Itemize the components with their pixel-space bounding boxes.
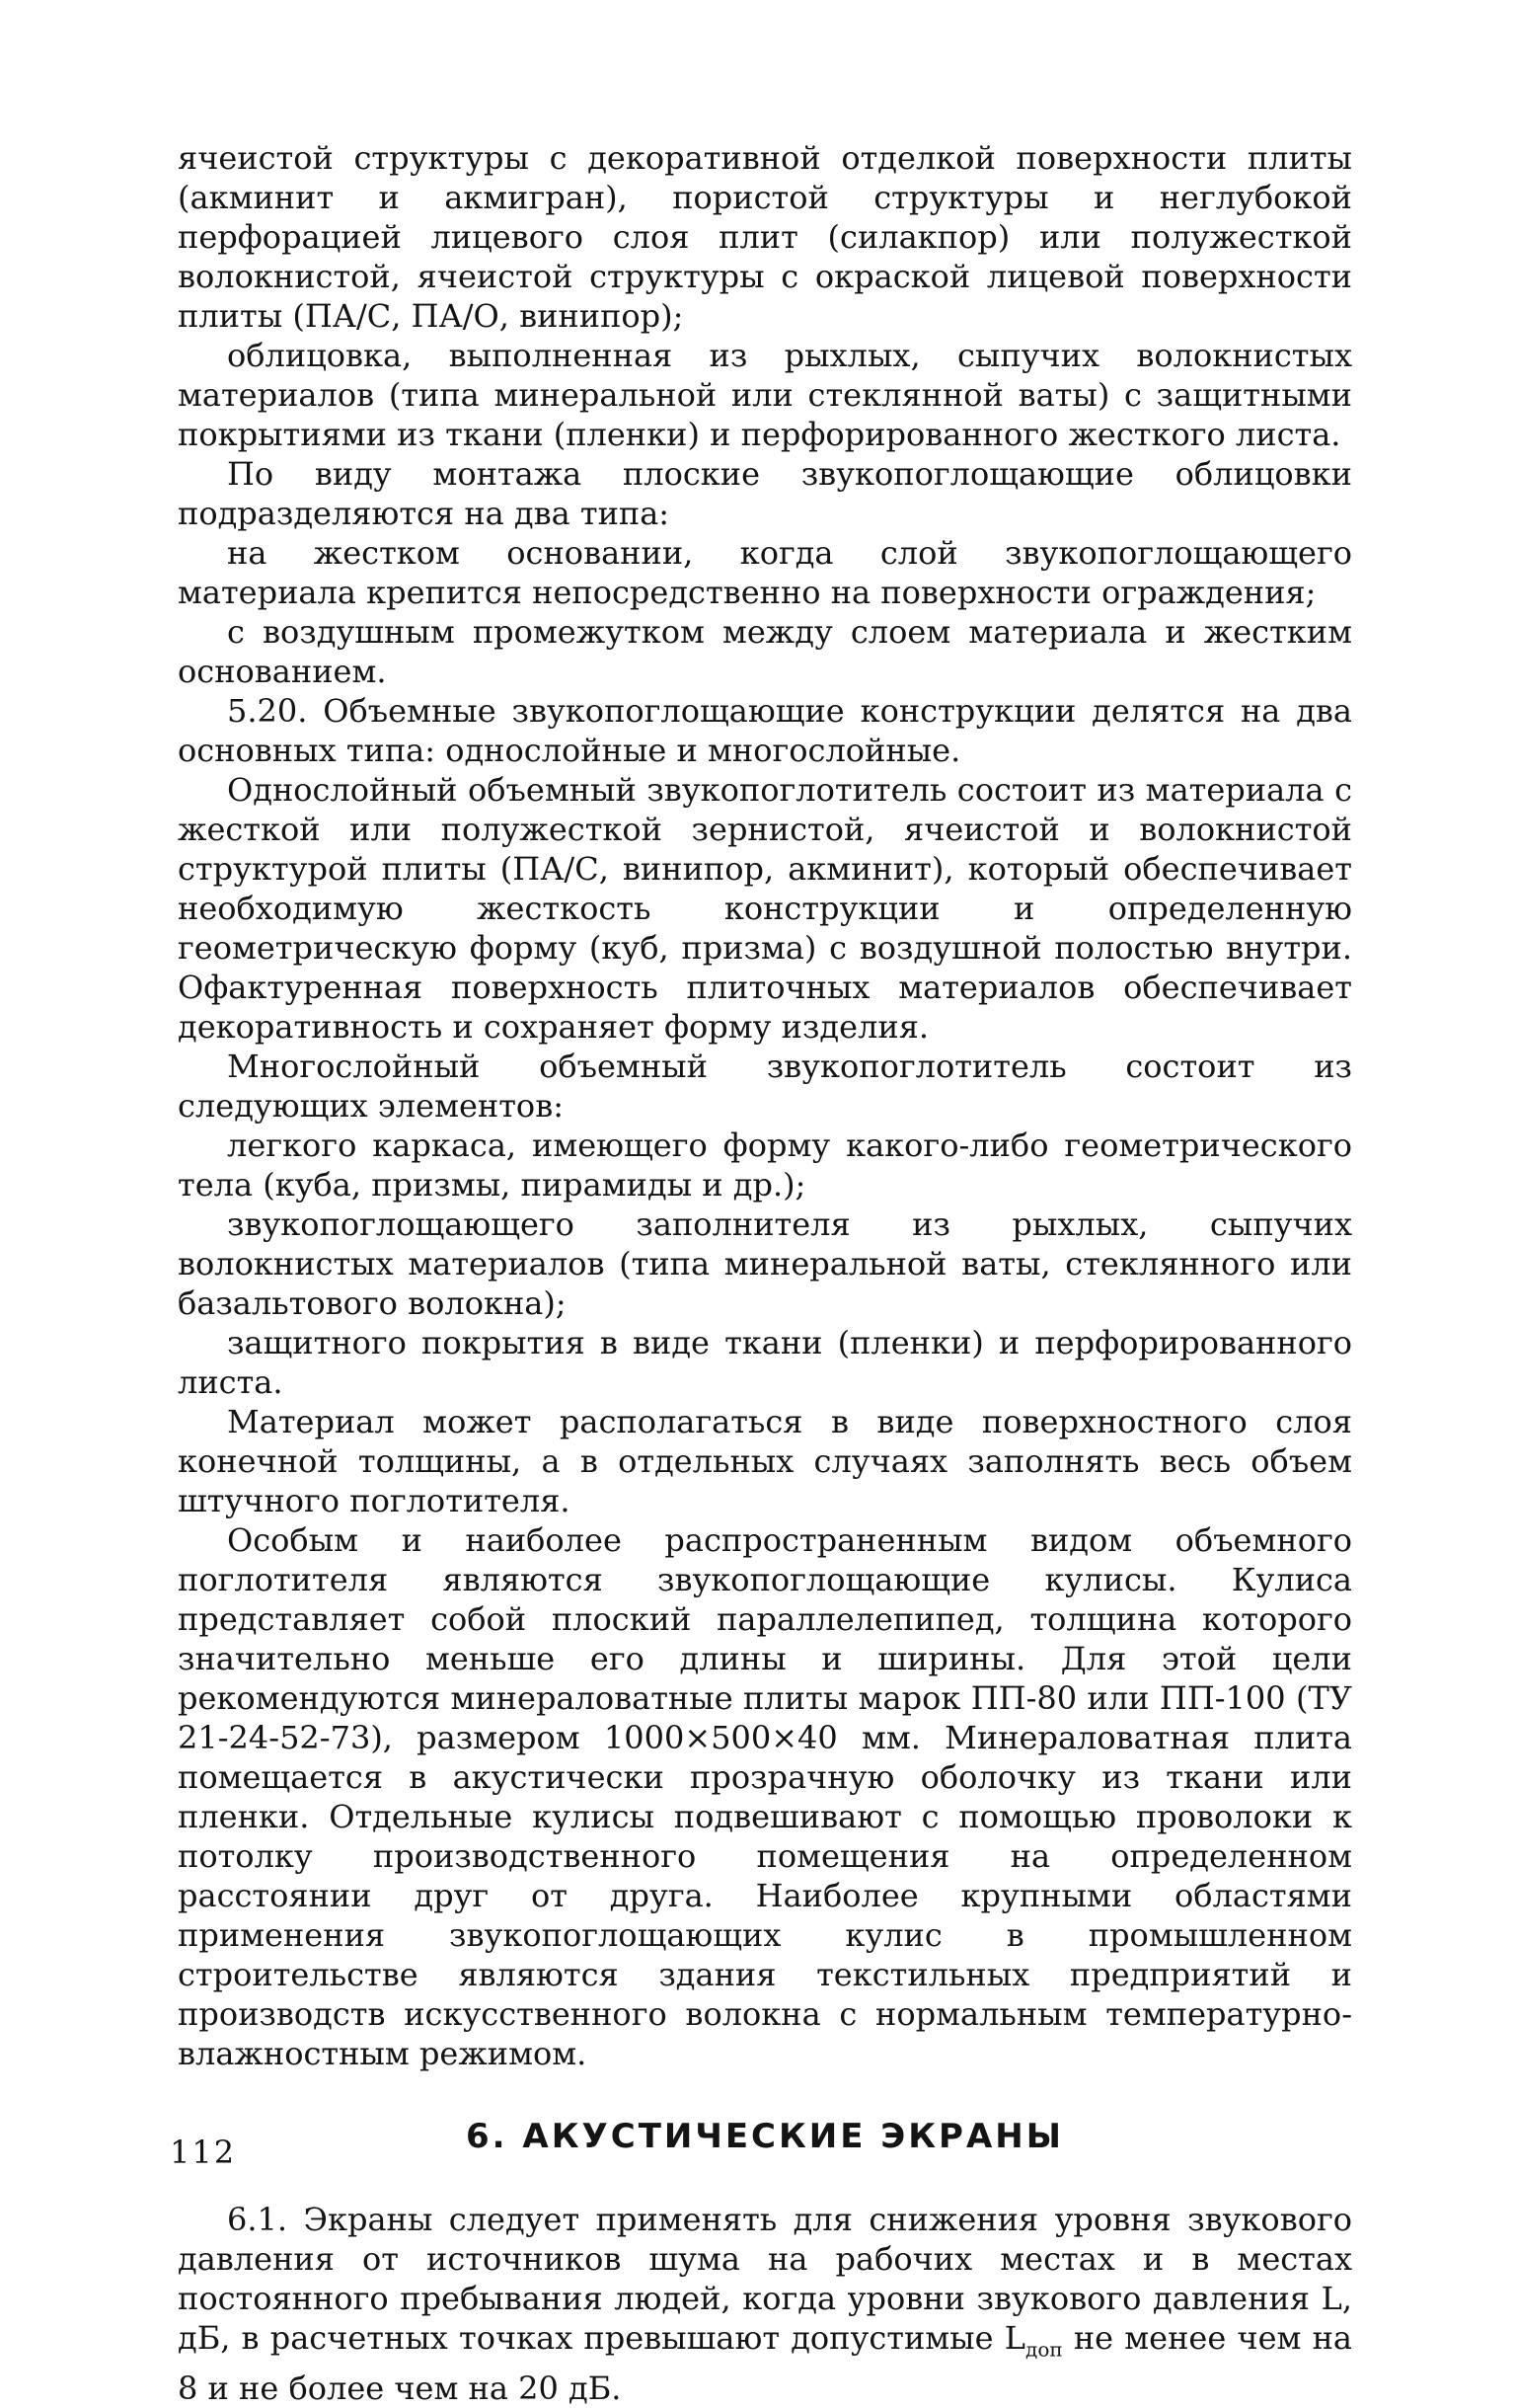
section-paragraph-end: не менее чем на 8 и не более чем на 20 дБ. [178, 2319, 1353, 2408]
section-paragraph-start: 6.1. Экраны следует применять для снижения уровня звукового давления от источников шума на рабочих местах и в местах постоянного пребывания людей, когда уровни звукового давления L, дБ, в расчетных точках превышают допустимые L [178, 2201, 1352, 2357]
paragraph: с воздушным промежутком между слоем материала и жестким основанием. [178, 613, 1352, 690]
paragraph: Однослойный объемный звукопоглотитель состоит из материала с жесткой или полужесткой зернистой, ячеистой и волокнистой структурой плиты (ПА/С, винипор, акминит), который обеспечивает необходимую жесткость конструкции и определенную геометрическую форму (куб, призма) с воздушной полостью внутри. Офактуренная поверхность плиточных материалов обеспечивает декоративность и сохраняет форму изделия. [178, 771, 1352, 1046]
paragraph: защитного покрытия в виде ткани (пленки) и перфорированного листа. [178, 1324, 1352, 1401]
paragraph: звукопоглощающего заполнителя из рыхлых, сыпучих волокнистых материалов (типа минеральной ваты, стеклянного или базальтового волокна); [178, 1205, 1352, 1322]
paragraph: Материал может располагаться в виде поверхностного слоя конечной толщины, а в отдельных случаях заполнять весь объем штучного поглотителя. [178, 1403, 1352, 1519]
body-text [178, 138, 1352, 2408]
paragraph: Особым и наиболее распространенным видом объемного поглотителя являются звукопоглощающие кулисы. Кулиса представляет собой плоский параллелепипед, толщина которого значительно меньше его длины и ширины. Для этой цели рекомендуются минераловатные плиты марок ПП-80 или ПП-100 (ТУ 21-24-52-73), размером 1000×500×40 мм. Минераловатная плита помещается в акустически прозрачную оболочку из ткани или пленки. Отдельные кулисы подвешивают с помощью проволоки к потолку производственного помещения на определенном расстоянии друг от друга. Наиболее крупными областями применения звукопоглощающих кулис в промышленном строительстве являются здания текстильных предприятий и производств искусственного волокна с нормальным температурно-влажностным режимом. [178, 1521, 1352, 2072]
section-heading: 6. АКУСТИЧЕСКИЕ ЭКРАНЫ [466, 2117, 1064, 2156]
paragraph: ячеистой структуры с декоративной отделкой поверхности плиты (акминит и акмигран), пористой структуры и неглубокой перфорацией лицевого слоя плит (силакпор) или полужесткой волокнистой, ячеистой структуры с окраской лицевой поверхности плиты (ПА/С, ПА/О, винипор); [178, 139, 1352, 335]
subscript-dop: доп [1025, 2337, 1063, 2362]
section-paragraph [178, 2200, 1352, 2408]
paragraph: облицовка, выполненная из рыхлых, сыпучих волокнистых материалов (типа минеральной или стеклянной ваты) с защитными покрытиями из ткани (пленки) и перфорированного жесткого листа. [178, 337, 1352, 453]
paragraph: на жестком основании, когда слой звукопоглощающего материала крепится непосредственно на поверхности ограждения; [178, 534, 1352, 611]
paragraph: легкого каркаса, имеющего форму какого-либо геометрического тела (куба, призмы, пирамиды и др.); [178, 1126, 1352, 1204]
paragraph: 5.20. Объемные звукопоглощающие конструкции делятся на два основных типа: однослойные и многослойные. [178, 692, 1352, 769]
paragraph: Многослойный объемный звукопоглотитель состоит из следующих элементов: [178, 1048, 1352, 1125]
page-number: 112 [170, 2134, 237, 2171]
paragraph: По виду монтажа плоские звукопоглощающие облицовки подразделяются на два типа: [178, 455, 1352, 532]
